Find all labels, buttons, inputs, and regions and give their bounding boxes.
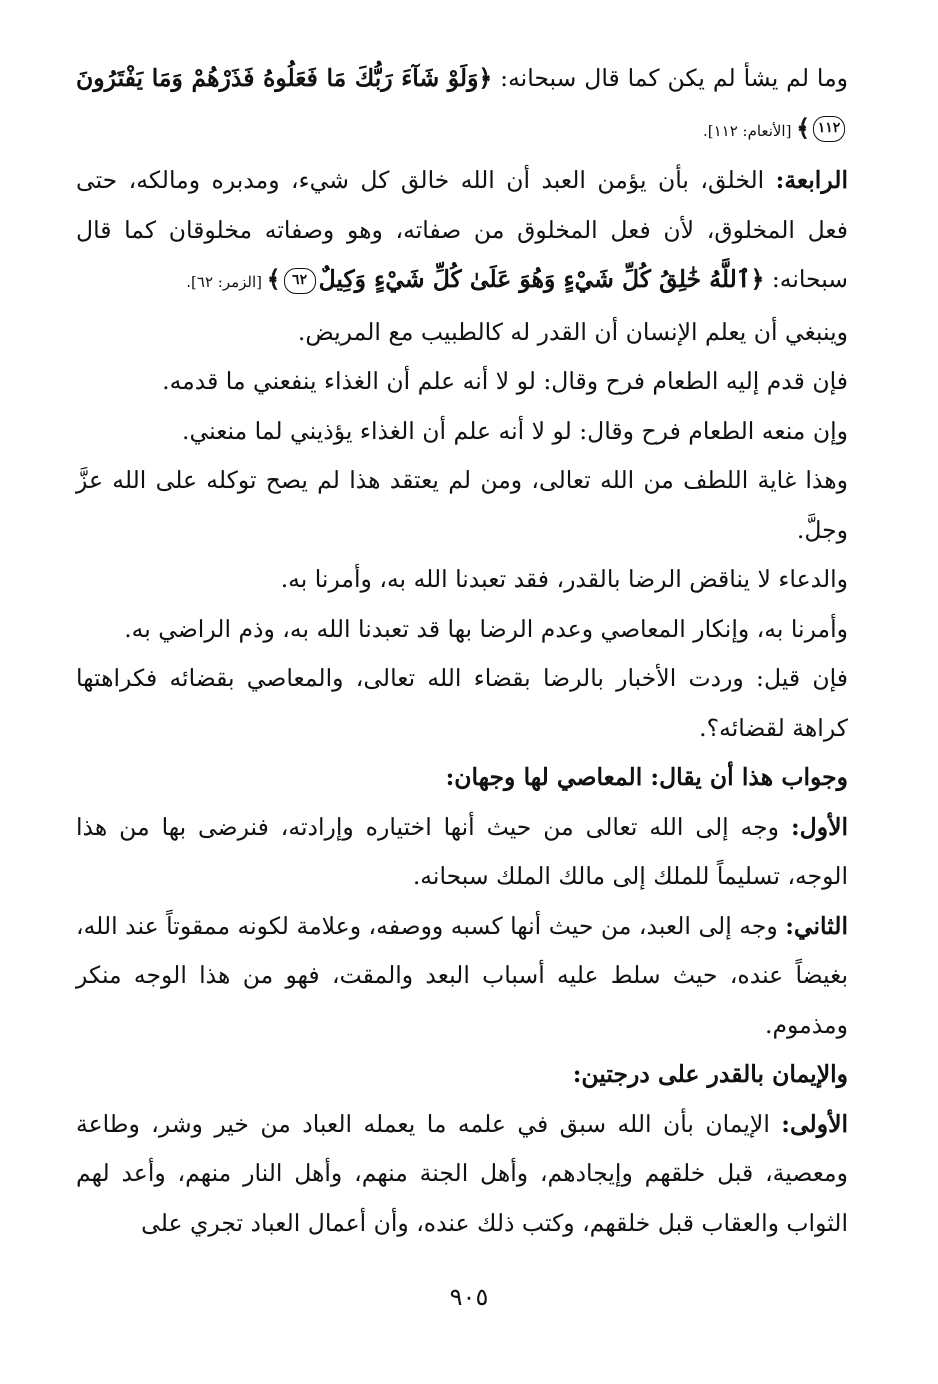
paragraph-lead: الرابعة: [775, 166, 848, 194]
page-text [76, 54, 848, 1354]
quran-verse: وَلَوْ شَآءَ رَبُّكَ مَا فَعَلُوهُ فَذَرْهُمْ وَمَا يَفْتَرُونَ [76, 64, 479, 92]
paragraph-text: وأمرنا به، وإنكار المعاصي وعدم الرضا بها قد تعبدنا الله به، وذم الراضي به. [124, 614, 848, 643]
heading-text: والإيمان بالقدر على درجتين: [572, 1060, 848, 1088]
paragraph-text: وينبغي أن يعلم الإنسان أن القدر له كالطبيب مع المريض. [297, 317, 848, 346]
quran-close-bracket: ﴾ [266, 265, 281, 293]
paragraph-6 [76, 456, 848, 555]
heading-text: وجواب هذا أن يقال: المعاصي لها وجهان: [445, 763, 848, 791]
quran-open-bracket: ﴿ [478, 64, 493, 92]
paragraph-lead: الأولى: [781, 1109, 848, 1138]
section-heading-two-aspects [76, 753, 848, 803]
quran-open-bracket: ﴿ [750, 265, 765, 293]
paragraph-text: فإن قدم إليه الطعام فرح وقال: لو لا أنه علم أن الغذاء ينفعني ما قدمه. [162, 367, 848, 395]
ayah-number-marker: ٦٢ [284, 268, 316, 294]
paragraph-second-aspect [76, 902, 848, 1051]
paragraph-7 [76, 555, 848, 605]
paragraph-text: الإيمان بأن الله سبق في علمه ما يعمله العباد من خير وشر، وطاعة ومعصية، قبل خلقهم وإيجادهم، وأهل الجنة منهم، وأهل النار منهم، وأعد لهم الثواب والعقاب قبل خلقهم، وكتب ذلك عنده، وأن أعمال العباد تجري على [76, 1109, 848, 1237]
paragraph-8 [76, 605, 848, 655]
paragraph-lead: الثاني: [785, 911, 848, 940]
verse-reference: [الأنعام: ١١٢]. [702, 121, 797, 140]
ayah-number-marker: ١١٢ [813, 116, 845, 142]
paragraph-text: وإن منعه الطعام فرح وقال: لو لا أنه علم أن الغذاء يؤذيني لما منعني. [182, 416, 848, 445]
paragraph-text: والدعاء لا يناقض الرضا بالقدر، فقد تعبدنا الله به، وأمرنا به. [280, 565, 848, 593]
paragraph-text: الخلق، بأن يؤمن العبد أن الله خالق كل شيء، ومدبره ومالكه، حتى فعل المخلوق، لأن فعل المخلوق من صفاته، وهو وصفاته مخلوقان كما قال سبحانه: [76, 166, 848, 293]
paragraph-lead: الأول: [790, 812, 848, 841]
section-heading-two-degrees [76, 1050, 848, 1100]
paragraph-2 [76, 156, 848, 308]
paragraph-text: وهذا غاية اللطف من الله تعالى، ومن لم يعتقد هذا لم يصح توكله على الله عزَّ وجلَّ. [76, 466, 848, 544]
quran-close-bracket: ﴾ [796, 113, 810, 142]
paragraph-1 [76, 54, 848, 156]
paragraph-first-aspect [76, 803, 848, 902]
paragraph-first-degree [76, 1100, 848, 1249]
text-body [76, 54, 848, 1248]
page-number: ٩٠٥ [449, 1283, 489, 1311]
verse-reference: [الزمر: ٦٢]. [186, 273, 267, 291]
paragraph-text: وما لم يشأ لم يكن كما قال سبحانه: [492, 64, 849, 92]
quran-verse: ٱللَّهُ خَٰلِقُ كُلِّ شَيْءٍ وَهُوَ عَلَىٰ كُلِّ شَيْءٍ وَكِيلٌ [318, 265, 751, 293]
paragraph-text: وجه إلى العبد، من حيث أنها كسبه ووصفه، وعلامة لكونه ممقوتاً عند الله، بغيضاً عنده، حيث سلط عليه أسباب البعد والمقت، فهو من هذا الوجه منكر ومذموم. [76, 911, 848, 1039]
paragraph-text: فإن قيل: وردت الأخبار بالرضا بقضاء الله تعالى، والمعاصي بقضائه فكراهتها كراهة لقضائه؟. [76, 664, 848, 742]
paragraph-9 [76, 654, 848, 753]
paragraph-text: وجه إلى الله تعالى من حيث أنها اختياره وإرادته، فنرضى بها من هذا الوجه، تسليماً للملك إلى مالك الملك سبحانه. [76, 812, 848, 890]
paragraph-4 [76, 357, 848, 407]
paragraph-5 [76, 407, 848, 457]
paragraph-3 [76, 308, 848, 358]
